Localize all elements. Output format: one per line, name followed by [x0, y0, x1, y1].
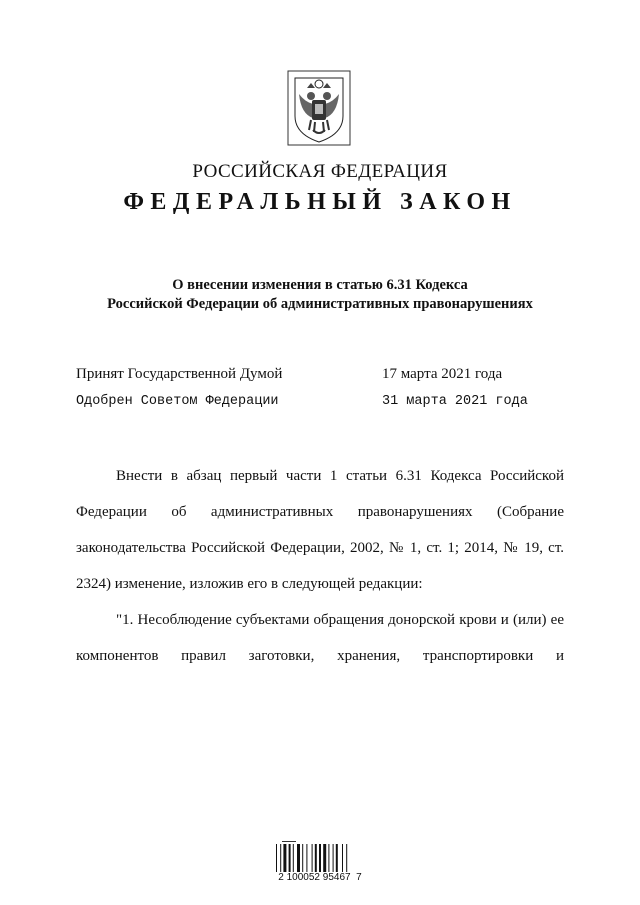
- barcode: [270, 830, 370, 890]
- law-title: [0, 276, 640, 314]
- adoption-date: 17 марта 2021 года: [382, 366, 503, 382]
- adoption-row-duma: [76, 366, 576, 386]
- barcode-icon: [276, 844, 364, 872]
- law-title-line-2: Российской Федерации об административных правонарушениях: [107, 296, 533, 312]
- document-type: ФЕДЕРАЛЬНЫЙ ЗАКОН: [123, 189, 517, 215]
- body-paragraph-1: Внести в абзац первый части 1 статьи 6.31 Кодекса Российской Федерации об административных правонарушениях (Собрание законодательства Российской Федерации, 2002, № 1, ст. 1; 2014, № 19, ст. 2324) изменение, изложив его в следующей редакции:: [76, 468, 564, 592]
- barcode-mark-icon: [282, 834, 296, 842]
- body-paragraph-2: "1. Несоблюдение субъектами обращения донорской крови и (или) ее компонентов правил заготовки, хранения, транспортировки и: [76, 612, 564, 664]
- adoption-date: 31 марта 2021 года: [382, 394, 528, 409]
- country-name: РОССИЙСКАЯ ФЕДЕРАЦИЯ: [192, 161, 448, 182]
- coat-of-arms-icon: [287, 70, 351, 146]
- barcode-number: 2 100052 95467 7: [278, 872, 362, 883]
- adoption-label: Одобрен Советом Федерации: [76, 394, 279, 409]
- adoption-row-council: [76, 394, 576, 414]
- law-title-line-1: О внесении изменения в статью 6.31 Кодекса: [172, 277, 468, 293]
- adoption-label: Принят Государственной Думой: [76, 366, 283, 382]
